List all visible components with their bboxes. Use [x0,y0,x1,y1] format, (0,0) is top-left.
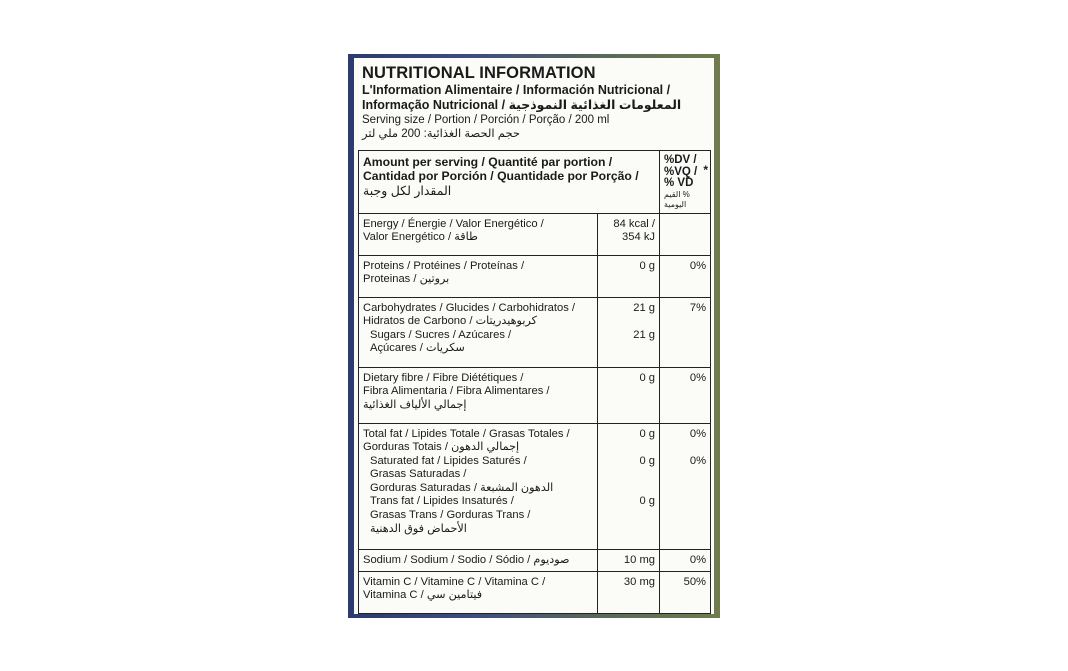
energy-dv-cell [660,213,711,255]
label-subtitle-2 [362,98,710,113]
label-header [362,64,710,141]
fibre-dv: 0% [660,367,711,423]
energy-value-cell [598,213,660,255]
fat-dv-cell [660,423,711,549]
vitc-label-1: Vitamin C / Vitamine C / Vitamina C / [363,575,546,588]
dv-header-2: %VQ / [664,165,698,178]
nutrition-label [354,58,714,614]
carbs-dv: 7% [660,297,711,367]
carbs-value: 21 g [633,301,656,314]
fibre-label-2: Fibra Alimentaria / Fibra Alimentares / [363,385,550,398]
table-row-fat [359,423,711,549]
fat-label-cell [359,423,598,549]
amount-header-2: Cantidad por Porción / Quantidade por Porção / [363,169,639,183]
energy-value-kj: 354 kJ [622,231,656,244]
proteins-value: 0 g [598,255,660,297]
label-subtitle-1: L'Information Alimentaire / Información Nutricional / [362,83,671,97]
sat-fat-label-2: Grasas Saturadas / [370,468,467,481]
subtitle-arabic: المعلومات الغذائية النموذجية [508,98,682,112]
table-row-fibre [359,367,711,423]
energy-label-2: Valor Energético / طاقة [363,231,478,244]
subtitle-latin: Informação Nutricional / [362,98,506,112]
trans-fat-value: 0 g [639,495,656,508]
vitc-dv: 50% [660,571,711,613]
proteins-label-1: Proteins / Protéines / Proteínas / [363,259,525,272]
table-row-vitamin-c [359,571,711,613]
dv-header-arabic: % القيم اليومية [664,189,690,209]
sugars-label-2: Açúcares / سكريات [370,342,465,355]
dv-header-3: % VD [664,177,694,189]
sat-fat-label-1: Saturated fat / Lipides Saturés / [370,454,527,467]
sodium-label: Sodium / Sodium / Sodio / Sódio / صوديوم [359,549,598,571]
amount-header-cell [359,151,660,214]
energy-value-kcal: 84 kcal / [613,217,656,230]
fat-dv: 0% [689,427,707,440]
carbs-label-2: Hidratos de Carbono / كربوهيدريتات [363,315,537,328]
sat-fat-value: 0 g [639,454,656,467]
energy-label-cell [359,213,598,255]
fibre-label-arabic: إجمالي الألياف الغذائية [363,398,467,411]
label-title: NUTRITIONAL INFORMATION [362,64,596,82]
table-row-sodium [359,549,711,571]
vitc-label-2: Vitamina C / فيتامين سي [363,589,483,602]
carbs-value-cell [598,297,660,367]
fat-label-1: Total fat / Lipides Totale / Grasas Totales / [363,427,570,440]
sat-fat-dv: 0% [689,454,707,467]
dv-header-1: %DV / [664,154,697,166]
table-row-carbohydrates [359,297,711,367]
sodium-dv: 0% [660,549,711,571]
trans-fat-label-2: Grasas Trans / Gorduras Trans / [370,509,531,522]
vitc-value: 30 mg [598,571,660,613]
carbs-label-1: Carbohydrates / Glucides / Carbohidratos / [363,301,576,314]
serving-size-arabic: حجم الحصة الغذائية: 200 ملي لتر [362,128,520,140]
fat-label-2: Gorduras Totais / إجمالي الدهون [363,441,520,454]
energy-label-1: Energy / Énergie / Valor Energético / [363,217,544,230]
trans-fat-label-1: Trans fat / Lipides Insaturés / [370,495,514,508]
proteins-label-cell [359,255,598,297]
dv-header-cell [660,151,711,214]
proteins-label-2: Proteinas / بروتين [363,273,450,286]
serving-size: Serving size / Portion / Porción / Porção / 200 ml [362,114,610,126]
sodium-value: 10 mg [598,549,660,571]
dv-footnote-star: * [703,163,709,177]
sugars-label-1: Sugars / Sucres / Azúcares / [370,328,512,341]
fibre-label-cell [359,367,598,423]
carbs-label-cell [359,297,598,367]
fat-value-cell [598,423,660,549]
amount-header-1: Amount per serving / Quantité par portion / [363,155,613,169]
proteins-dv: 0% [660,255,711,297]
fat-value: 0 g [639,427,656,440]
fibre-label-1: Dietary fibre / Fibre Diététiques / [363,371,524,384]
fibre-value: 0 g [598,367,660,423]
table-row-energy [359,213,711,255]
table-row-proteins [359,255,711,297]
amount-header-arabic: المقدار لكل وجبة [363,184,452,198]
sat-fat-label-3: Gorduras Saturadas / الدهون المشبعة [370,481,554,494]
sugars-value: 21 g [633,328,656,341]
table-header-row [359,151,711,214]
nutrition-table [358,150,711,614]
vitc-label-cell [359,571,598,613]
trans-fat-label-arabic: الأحماض فوق الدهنية [370,522,467,535]
